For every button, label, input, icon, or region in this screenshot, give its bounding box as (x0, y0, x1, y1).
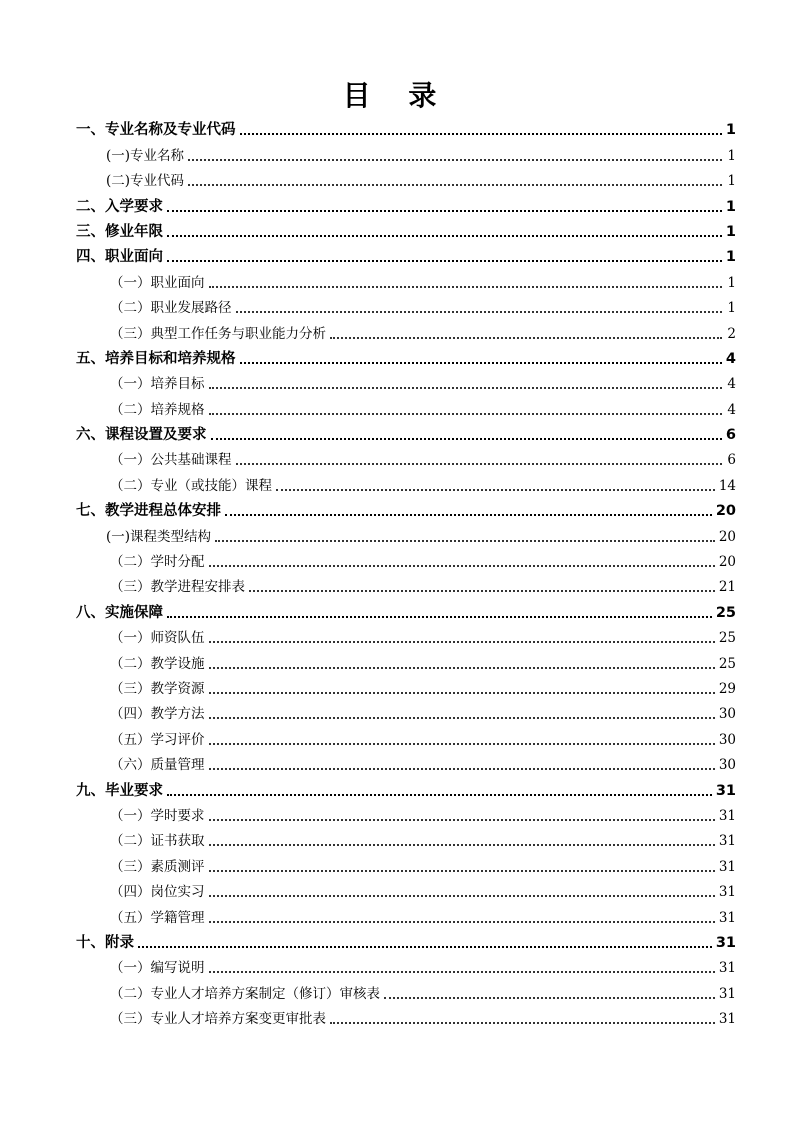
toc-page-number: 30 (718, 731, 736, 748)
toc-dot-leader (209, 565, 715, 567)
toc-dot-leader (240, 133, 722, 135)
toc-page-number: 1 (727, 274, 736, 291)
toc-page-number: 31 (718, 807, 736, 824)
toc-entry-label: 四、职业面向 (76, 249, 163, 266)
toc-dot-leader (167, 794, 712, 796)
toc-dot-leader (225, 514, 712, 516)
toc-page-number: 1 (725, 122, 736, 139)
toc-subsection-entry[interactable] (0, 166, 793, 191)
toc-subsection-entry[interactable] (0, 572, 793, 597)
toc-page-number: 25 (715, 604, 736, 621)
toc-section-entry[interactable] (0, 496, 793, 521)
toc-subsection-entry[interactable] (0, 394, 793, 419)
toc-dot-leader (209, 641, 715, 643)
toc-page-number: 31 (718, 884, 736, 901)
toc-dot-leader (209, 819, 715, 821)
toc-entry-label: 二、入学要求 (76, 198, 163, 215)
toc-entry-label: (一)课程类型结构 (106, 528, 212, 545)
toc-subsection-entry[interactable] (0, 877, 793, 902)
toc-subsection-entry[interactable] (0, 293, 793, 318)
toc-section-entry[interactable] (0, 242, 793, 267)
toc-page-number: 31 (718, 985, 736, 1002)
toc-dot-leader (211, 438, 722, 440)
toc-page-number: 1 (725, 249, 736, 266)
toc-dot-leader (209, 870, 715, 872)
toc-dot-leader (209, 387, 723, 389)
toc-dot-leader (209, 692, 715, 694)
toc-entry-label: （一）培养目标 (110, 376, 205, 393)
toc-dot-leader (236, 311, 723, 313)
toc-dot-leader (209, 743, 715, 745)
toc-page-number: 20 (718, 554, 736, 571)
toc-page-number: 14 (718, 477, 736, 494)
table-of-contents (0, 115, 793, 1029)
toc-subsection-entry[interactable] (0, 445, 793, 470)
toc-dot-leader (330, 1022, 715, 1024)
toc-page-number: 25 (718, 655, 736, 672)
toc-dot-leader (215, 540, 715, 542)
toc-entry-label: 十、附录 (76, 934, 134, 951)
toc-entry-label: （一）职业面向 (110, 274, 205, 291)
toc-page-number: 30 (718, 757, 736, 774)
toc-subsection-entry[interactable] (0, 674, 793, 699)
toc-entry-label: （二）证书获取 (110, 833, 205, 850)
toc-entry-label: 三、修业年限 (76, 223, 163, 240)
toc-entry-label: （一）师资队伍 (110, 630, 205, 647)
toc-page-number: 4 (727, 401, 736, 418)
toc-subsection-entry[interactable] (0, 318, 793, 343)
toc-dot-leader (240, 362, 722, 364)
toc-dot-leader (249, 590, 715, 592)
toc-subsection-entry[interactable] (0, 902, 793, 927)
toc-dot-leader (188, 159, 722, 161)
toc-subsection-entry[interactable] (0, 953, 793, 978)
toc-section-entry[interactable] (0, 420, 793, 445)
toc-section-entry[interactable] (0, 115, 793, 140)
toc-section-entry[interactable] (0, 597, 793, 622)
toc-entry-label: （二）职业发展路径 (110, 300, 232, 317)
toc-entry-label: （三）素质测评 (110, 858, 205, 875)
toc-subsection-entry[interactable] (0, 623, 793, 648)
toc-page-number: 1 (727, 300, 736, 317)
toc-entry-label: （二）培养规格 (110, 401, 205, 418)
toc-subsection-entry[interactable] (0, 826, 793, 851)
toc-page-number: 20 (718, 528, 736, 545)
toc-entry-label: （四）教学方法 (110, 706, 205, 723)
toc-subsection-entry[interactable] (0, 724, 793, 749)
toc-subsection-entry[interactable] (0, 521, 793, 546)
toc-dot-leader (209, 286, 723, 288)
toc-dot-leader (330, 337, 722, 339)
toc-page-number: 6 (725, 427, 736, 444)
toc-subsection-entry[interactable] (0, 978, 793, 1003)
toc-page-number: 1 (725, 198, 736, 215)
toc-section-entry[interactable] (0, 928, 793, 953)
toc-entry-label: （四）岗位实习 (110, 884, 205, 901)
toc-entry-label: 一、专业名称及专业代码 (76, 122, 236, 139)
toc-dot-leader (167, 616, 712, 618)
toc-entry-label: （二）学时分配 (110, 554, 205, 571)
toc-page-number: 29 (718, 680, 736, 697)
toc-entry-label: 六、课程设置及要求 (76, 427, 207, 444)
toc-dot-leader (209, 844, 715, 846)
toc-subsection-entry[interactable] (0, 750, 793, 775)
toc-dot-leader (209, 921, 715, 923)
toc-page-number: 6 (727, 452, 736, 469)
toc-subsection-entry[interactable] (0, 699, 793, 724)
toc-section-entry[interactable] (0, 775, 793, 800)
toc-subsection-entry[interactable] (0, 1004, 793, 1029)
toc-section-entry[interactable] (0, 191, 793, 216)
toc-subsection-entry[interactable] (0, 851, 793, 876)
toc-entry-label: （一）学时要求 (110, 807, 205, 824)
toc-entry-label: 九、毕业要求 (76, 782, 163, 799)
toc-subsection-entry[interactable] (0, 547, 793, 572)
toc-entry-label: 七、教学进程总体安排 (76, 503, 221, 520)
toc-entry-label: （五）学习评价 (110, 731, 205, 748)
toc-entry-label: （三）典型工作任务与职业能力分析 (110, 325, 326, 342)
toc-page-number: 31 (718, 858, 736, 875)
toc-page-number: 25 (718, 630, 736, 647)
toc-dot-leader (209, 667, 715, 669)
toc-page-number: 31 (718, 1011, 736, 1028)
toc-page-number: 1 (725, 223, 736, 240)
toc-section-entry[interactable] (0, 217, 793, 242)
toc-entry-label: （五）学籍管理 (110, 909, 205, 926)
toc-entry-label: （二）教学设施 (110, 655, 205, 672)
toc-entry-label: 五、培养目标和培养规格 (76, 350, 236, 367)
toc-subsection-entry[interactable] (0, 470, 793, 495)
toc-dot-leader (209, 413, 723, 415)
toc-page-number: 30 (718, 706, 736, 723)
toc-dot-leader (209, 717, 715, 719)
toc-subsection-entry[interactable] (0, 267, 793, 292)
toc-entry-label: （一）公共基础课程 (110, 452, 232, 469)
toc-entry-label: (一)专业名称 (106, 147, 185, 164)
toc-entry-label: 八、实施保障 (76, 604, 163, 621)
toc-entry-label: （二）专业（或技能）课程 (110, 477, 272, 494)
toc-page-number: 20 (715, 503, 736, 520)
toc-page-number: 2 (727, 325, 736, 342)
toc-page-number: 1 (727, 173, 736, 190)
toc-section-entry[interactable] (0, 344, 793, 369)
toc-dot-leader (209, 768, 715, 770)
toc-dot-leader (236, 463, 723, 465)
toc-page-number: 21 (718, 579, 736, 596)
toc-entry-label: （三）教学资源 (110, 680, 205, 697)
toc-page-number: 31 (718, 909, 736, 926)
toc-subsection-entry[interactable] (0, 140, 793, 165)
toc-entry-label: （三）专业人才培养方案变更审批表 (110, 1011, 326, 1028)
toc-page-number: 4 (725, 350, 736, 367)
toc-entry-label: （一）编写说明 (110, 960, 205, 977)
toc-page-number: 31 (715, 934, 736, 951)
toc-dot-leader (167, 210, 722, 212)
toc-page-number: 31 (718, 960, 736, 977)
toc-page-number: 31 (715, 782, 736, 799)
toc-dot-leader (188, 184, 722, 186)
toc-entry-label: （三）教学进程安排表 (110, 579, 245, 596)
toc-page-number: 31 (718, 833, 736, 850)
toc-dot-leader (384, 997, 715, 999)
toc-dot-leader (209, 971, 715, 973)
page-title: 目 录 (342, 79, 451, 112)
toc-page-number: 1 (727, 147, 736, 164)
toc-entry-label: （二）专业人才培养方案制定（修订）审核表 (110, 985, 380, 1002)
toc-subsection-entry[interactable] (0, 369, 793, 394)
toc-subsection-entry[interactable] (0, 648, 793, 673)
toc-entry-label: (二)专业代码 (106, 173, 185, 190)
toc-dot-leader (167, 235, 722, 237)
toc-page-number: 4 (727, 376, 736, 393)
toc-subsection-entry[interactable] (0, 801, 793, 826)
toc-dot-leader (167, 260, 722, 262)
toc-dot-leader (138, 946, 712, 948)
toc-dot-leader (209, 895, 715, 897)
toc-entry-label: （六）质量管理 (110, 757, 205, 774)
toc-dot-leader (276, 489, 715, 491)
